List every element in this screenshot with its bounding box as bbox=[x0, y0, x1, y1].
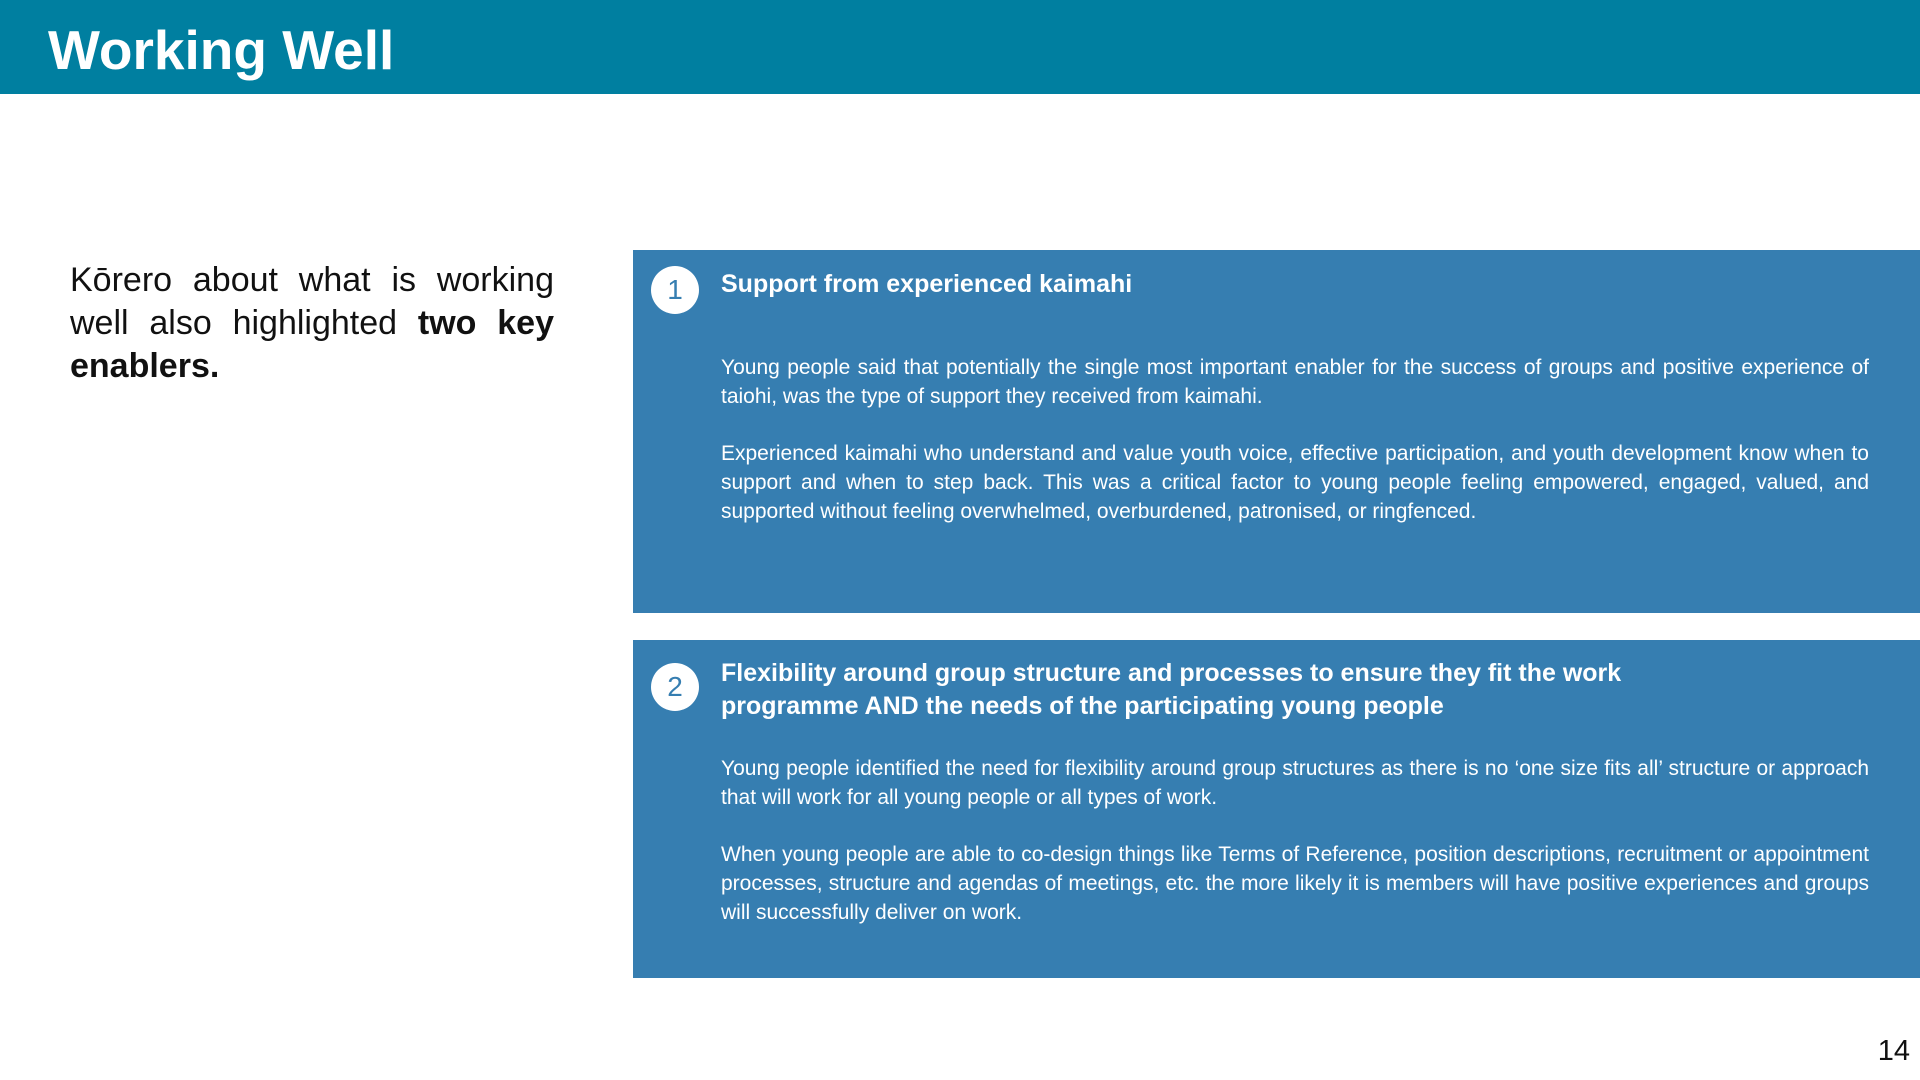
enabler-paragraph: Young people identified the need for flexibility around group structures as there is no ‘one size fits all’ structure or approach that will work for all young people or all types of work. bbox=[721, 757, 1869, 809]
slide-title: Working Well bbox=[48, 19, 395, 81]
enabler-body bbox=[721, 353, 1869, 526]
enabler-paragraph: Experienced kaimahi who understand and value youth voice, effective participation, and youth development know when to support and when to step back. This was a critical factor to young people feeling empowered, engaged, valued, and supported without feeling overwhelmed, overburdened, patronised, or ringfenced. bbox=[721, 442, 1869, 523]
enabler-heading: Flexibility around group structure and processes to ensure they fit the work programme AND the needs of the participating young people bbox=[721, 659, 1622, 720]
enabler-card-1 bbox=[633, 250, 1920, 613]
enabler-paragraph: When young people are able to co-design things like Terms of Reference, position descriptions, recruitment or appointment processes, structure and agendas of meetings, etc. the more likely it is members will have positive experiences and groups will successfully deliver on work. bbox=[721, 843, 1869, 924]
header-bar bbox=[0, 0, 1920, 94]
enabler-paragraph: Young people said that potentially the single most important enabler for the success of groups and positive experience of taiohi, was the type of support they received from kaimahi. bbox=[721, 356, 1869, 408]
enabler-body bbox=[721, 754, 1869, 927]
enabler-number-badge: 2 bbox=[651, 663, 699, 711]
intro-plain-text: Kōrero about what is working well also highlighted bbox=[70, 261, 554, 342]
enabler-number-badge: 1 bbox=[651, 266, 699, 314]
enabler-heading: Support from experienced kaimahi bbox=[721, 270, 1133, 298]
enabler-card-2 bbox=[633, 640, 1920, 978]
intro-text bbox=[70, 259, 554, 388]
page-number: 14 bbox=[1877, 1035, 1910, 1067]
intro-bold-text: two key enablers. bbox=[70, 304, 554, 385]
